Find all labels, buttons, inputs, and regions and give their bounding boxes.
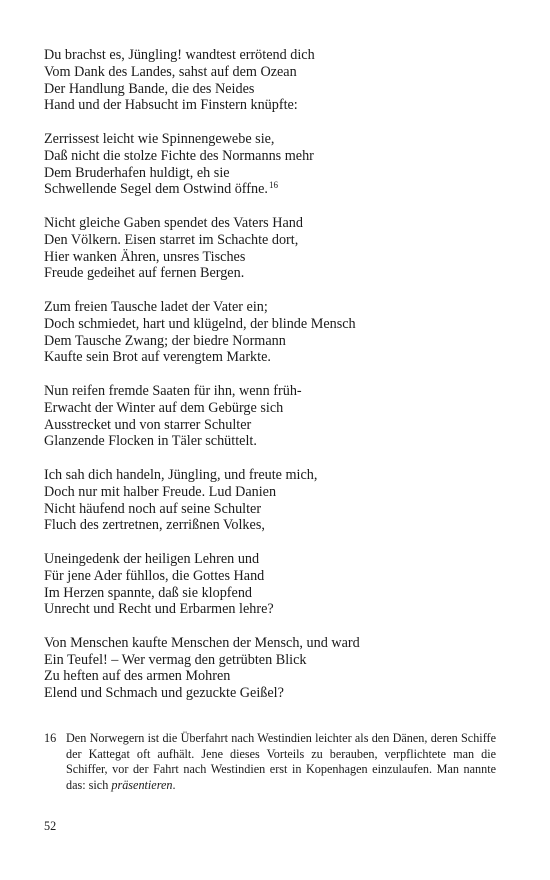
stanza-8 bbox=[44, 635, 514, 702]
verse-line: Ausstrecket und von starrer Schulter bbox=[44, 416, 252, 433]
verse-line: Freude gedeihet auf fernen Bergen. bbox=[44, 265, 245, 282]
verse-line: Dem Tausche Zwang; der biedre Normann bbox=[44, 332, 286, 349]
verse-line: Im Herzen spannte, daß sie klopfend bbox=[44, 584, 253, 601]
verse-line: Fluch des zertretnen, zerrißnen Volkes, bbox=[44, 517, 265, 534]
stanza-7 bbox=[44, 551, 514, 618]
footnote-text bbox=[66, 731, 496, 793]
verse-line: Kaufte sein Brot auf verengtem Markte. bbox=[44, 349, 271, 366]
verse-line-text: Schwellende Segel dem Ostwind öffne. bbox=[44, 181, 268, 198]
verse-line: Nun reifen fremde Saaten für ihn, wenn früh- bbox=[44, 382, 302, 399]
footnote-body: Den Norwegern ist die Überfahrt nach Westindien leichter als den Dänen, deren Schiffe der Kattegat oft aufhält. Jene dieses Vorteils zu berauben, verpflichtete man die Schiffer, vor der Fahrt nach Westindien erst in Kopenhagen einzulaufen. Man nannte das: sich bbox=[66, 731, 496, 792]
verse-line: Doch nur mit halber Freude. Lud Danien bbox=[44, 483, 277, 500]
verse-line: Elend und Schmach und gezuckte Geißel? bbox=[44, 685, 284, 702]
verse-line: Unrecht und Recht und Erbarmen lehre? bbox=[44, 601, 274, 618]
verse-line: Dem Bruderhafen huldigt, eh sie bbox=[44, 164, 230, 181]
footnote bbox=[44, 731, 496, 793]
page-number: 52 bbox=[44, 819, 57, 833]
verse-line: Für jene Ader fühllos, die Gottes Hand bbox=[44, 567, 265, 584]
verse-line: Ich sah dich handeln, Jüngling, und freute mich, bbox=[44, 466, 318, 483]
verse-line: Du brachst es, Jüngling! wandtest errötend dich bbox=[44, 47, 315, 63]
verse-line: Hand und der Habsucht im Finstern knüpfte: bbox=[44, 97, 298, 114]
verse-line: Uneingedenk der heiligen Lehren und bbox=[44, 550, 260, 567]
poem-body bbox=[44, 47, 514, 719]
verse-line: Der Handlung Bande, die des Neides bbox=[44, 80, 255, 97]
stanza-4 bbox=[44, 299, 514, 366]
footnote-reference[interactable]: 16 bbox=[268, 180, 278, 191]
verse-line: Von Menschen kaufte Menschen der Mensch, und ward bbox=[44, 634, 360, 651]
verse-line: Glanzende Flocken in Täler schüttelt. bbox=[44, 433, 257, 450]
verse-line: Vom Dank des Landes, sahst auf dem Ozean bbox=[44, 63, 297, 80]
stanza-1 bbox=[44, 47, 514, 114]
footnote-italic-term: präsentieren bbox=[111, 777, 173, 792]
stanza-5 bbox=[44, 383, 514, 450]
verse-line: Den Völkern. Eisen starret im Schachte dort, bbox=[44, 231, 299, 248]
stanza-6 bbox=[44, 467, 514, 534]
verse-line: Doch schmiedet, hart und klügelnd, der blinde Mensch bbox=[44, 315, 356, 332]
verse-line: Zum freien Tausche ladet der Vater ein; bbox=[44, 298, 268, 315]
stanza-2 bbox=[44, 131, 514, 198]
verse-line: Nicht häufend noch auf seine Schulter bbox=[44, 500, 262, 517]
verse-line: Ein Teufel! – Wer vermag den getrübten Blick bbox=[44, 651, 307, 668]
verse-line: Zerrissest leicht wie Spinnengewebe sie, bbox=[44, 130, 275, 147]
footnote-end: . bbox=[172, 777, 176, 792]
verse-line: Erwacht der Winter auf dem Gebürge sich bbox=[44, 399, 284, 416]
verse-line-with-footnote bbox=[44, 181, 514, 198]
verse-line: Hier wanken Ähren, unsres Tisches bbox=[44, 248, 246, 265]
verse-line: Nicht gleiche Gaben spendet des Vaters Hand bbox=[44, 214, 303, 231]
verse-line: Zu heften auf des armen Mohren bbox=[44, 668, 231, 685]
verse-line: Daß nicht die stolze Fichte des Normanns mehr bbox=[44, 147, 314, 164]
stanza-3 bbox=[44, 215, 514, 282]
footnote-number: 16 bbox=[44, 731, 57, 745]
